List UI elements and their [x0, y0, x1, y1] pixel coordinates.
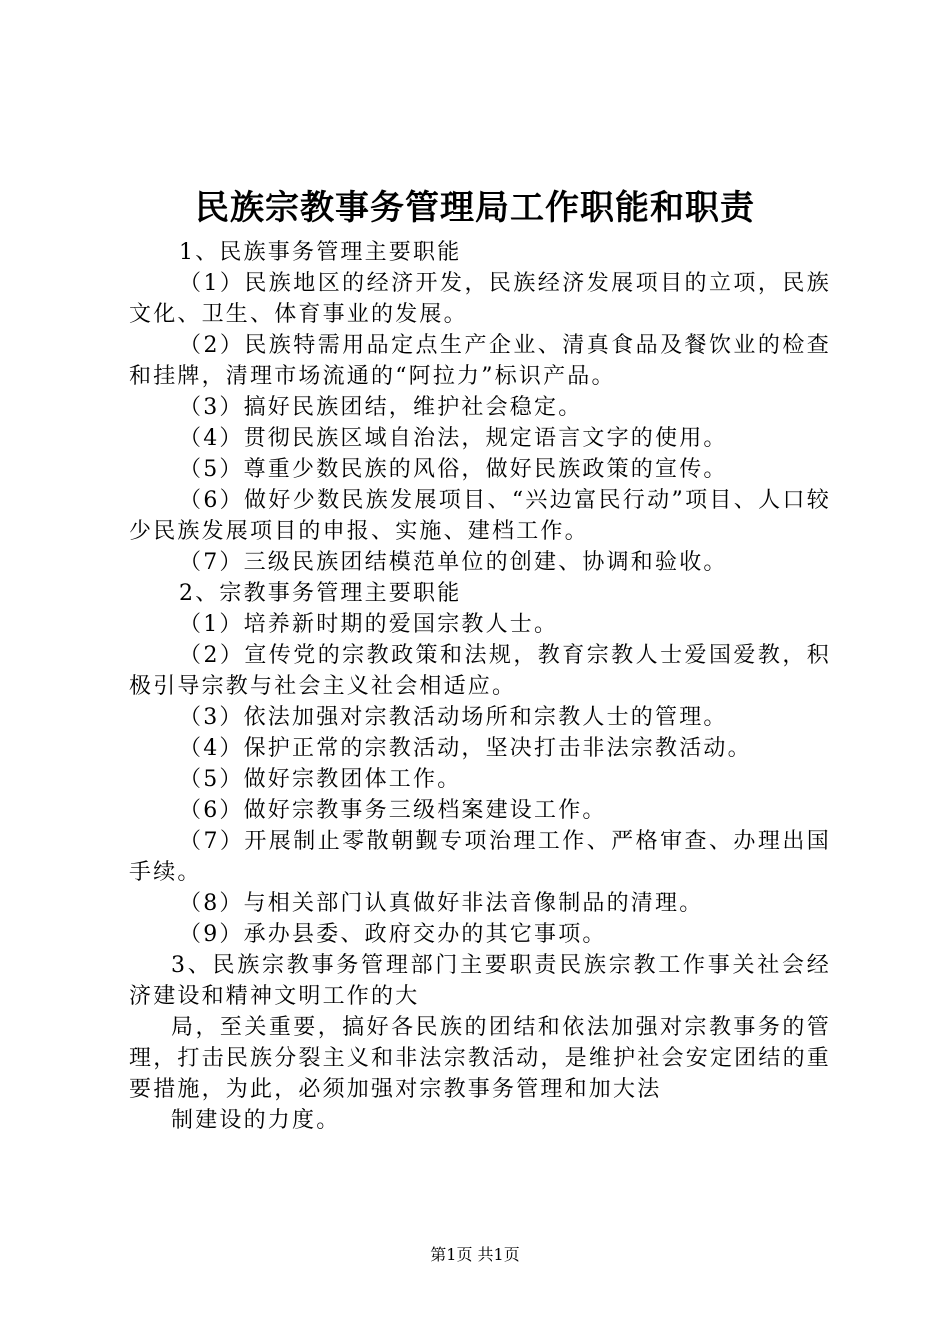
paragraph-item: （2）民族特需用品定点生产企业、清真食品及餐饮业的检查和挂牌，清理市场流通的“阿拉力”标识产品。: [129, 333, 831, 389]
paragraph-item: （3）依法加强对宗教活动场所和宗教人士的管理。: [179, 705, 728, 730]
paragraph-continuation: 制建设的力度。: [171, 1108, 341, 1133]
section-heading-1: 1、民族事务管理主要职能: [179, 240, 462, 265]
paragraph-item: （6）做好宗教事务三级档案建设工作。: [179, 798, 607, 823]
paragraph-continuation: 局，至关重要，搞好各民族的团结和依法加强对宗教事务的管理，打击民族分裂主义和非法宗教活动，是维护社会安定团结的重要措施，为此，必须加强对宗教事务管理和加大法: [129, 1015, 831, 1102]
paragraph-item: （1）培养新时期的爱国宗教人士。: [179, 612, 559, 637]
section-heading-2: 2、宗教事务管理主要职能: [179, 581, 462, 606]
paragraph-item: （4）贯彻民族区域自治法，规定语言文字的使用。: [179, 426, 728, 451]
paragraph-item: （4）保护正常的宗教活动，坚决打击非法宗教活动。: [179, 736, 752, 761]
paragraph-item: （3）搞好民族团结，维护社会稳定。: [179, 395, 583, 420]
paragraph-item: （5）做好宗教团体工作。: [179, 767, 462, 792]
paragraph-item: （1）民族地区的经济开发，民族经济发展项目的立项，民族文化、卫生、体育事业的发展。: [129, 271, 831, 327]
paragraph-item: （7）三级民族团结模范单位的创建、协调和验收。: [179, 550, 728, 575]
paragraph-item: （8）与相关部门认真做好非法音像制品的清理。: [179, 891, 704, 916]
paragraph-item: （9）承办县委、政府交办的其它事项。: [179, 922, 607, 947]
document-body: [129, 237, 831, 1136]
section-heading-3: 3、民族宗教事务管理部门主要职责民族宗教工作事关社会经济建设和精神文明工作的大: [129, 953, 831, 1009]
page-number-footer: 第1页 共1页: [430, 1245, 520, 1264]
paragraph-item: （5）尊重少数民族的风俗，做好民族政策的宣传。: [179, 457, 728, 482]
paragraph-item: （7）开展制止零散朝觐专项治理工作、严格审查、办理出国手续。: [129, 829, 831, 885]
paragraph-item: （2）宣传党的宗教政策和法规，教育宗教人士爱国爱教，积极引导宗教与社会主义社会相适应。: [129, 643, 831, 699]
paragraph-item: （6）做好少数民族发展项目、“兴边富民行动”项目、人口较少民族发展项目的申报、实施、建档工作。: [129, 488, 831, 544]
document-title: 民族宗教事务管理局工作职能和职责: [195, 188, 755, 228]
